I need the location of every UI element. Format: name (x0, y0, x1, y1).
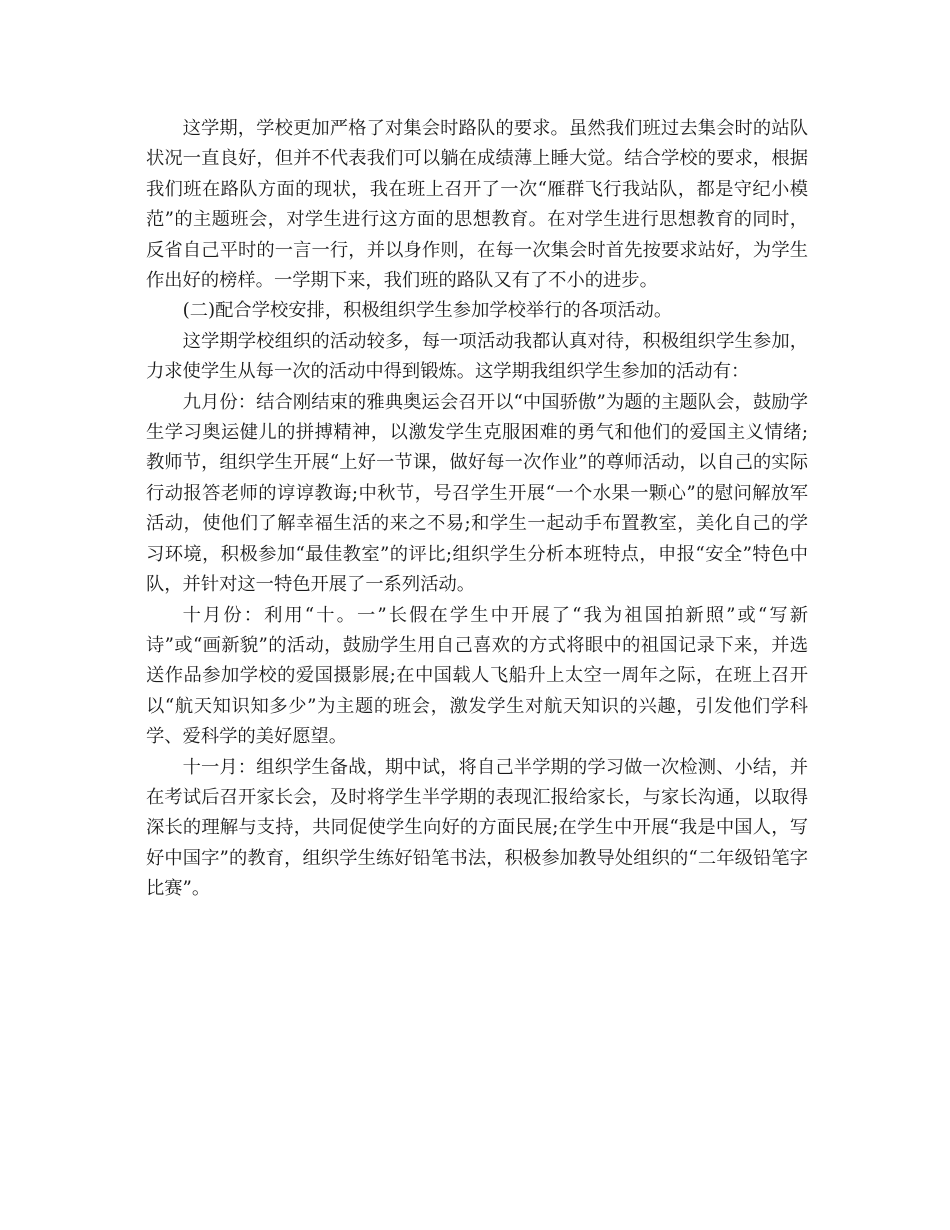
document-body (146, 114, 808, 905)
paragraph-september: 九月份：结合刚结束的雅典奥运会召开以“中国骄傲”为题的主题队会，鼓励学生学习奥运健儿的拼搏精神，以激发学生克服困难的勇气和他们的爱国主义情绪;教师节，组织学生开展“上好一节课，做好每一次作业”的尊师活动，以自己的实际行动报答老师的谆谆教诲;中秋节，号召学生开展“一个水果一颗心”的慰问解放军活动，使他们了解幸福生活的来之不易;和学生一起动手布置教室，美化自己的学习环境，积极参加“最佳教室”的评比;组织学生分析本班特点，申报“安全”特色中队，并针对这一特色开展了一系列活动。 (146, 391, 808, 596)
paragraph-october: 十月份：利用“十。一”长假在学生中开展了“我为祖国拍新照”或“写新诗”或“画新貌”的活动，鼓励学生用自己喜欢的方式将眼中的祖国记录下来，并选送作品参加学校的爱国摄影展;在中国载人飞船升上太空一周年之际，在班上召开以“航天知识知多少”为主题的班会，激发学生对航天知识的兴趣，引发他们学科学、爱科学的美好愿望。 (146, 604, 808, 748)
section-heading-school-activities: (二)配合学校安排，积极组织学生参加学校举行的各项活动。 (182, 300, 673, 322)
paragraph-november: 十一月：组织学生备战，期中试，将自己半学期的学习做一次检测、小结，并在考试后召开家长会，及时将学生半学期的表现汇报给家长，与家长沟通，以取得深长的理解与支持，共同促使学生向好的方面民展;在学生中开展“我是中国人，写好中国字”的教育，组织学生练好铅笔书法，积极参加教导处组织的“二年级铅笔字比赛”。 (146, 756, 808, 900)
paragraph-queue-discipline: 这学期，学校更加严格了对集会时路队的要求。虽然我们班过去集会时的站队状况一直良好，但并不代表我们可以躺在成绩薄上睡大觉。结合学校的要求，根据我们班在路队方面的现状，我在班上召开了一次“雁群飞行我站队，都是守纪小模范”的主题班会，对学生进行这方面的思想教育。在对学生进行思想教育的同时，反省自己平时的一言一行，并以身作则，在每一次集会时首先按要求站好，为学生作出好的榜样。一学期下来，我们班的路队又有了不小的进步。 (146, 118, 808, 292)
paragraph-activities-intro: 这学期学校组织的活动较多，每一项活动我都认真对待，积极组织学生参加，力求使学生从每一次的活动中得到锻炼。这学期我组织学生参加的活动有： (146, 330, 808, 383)
